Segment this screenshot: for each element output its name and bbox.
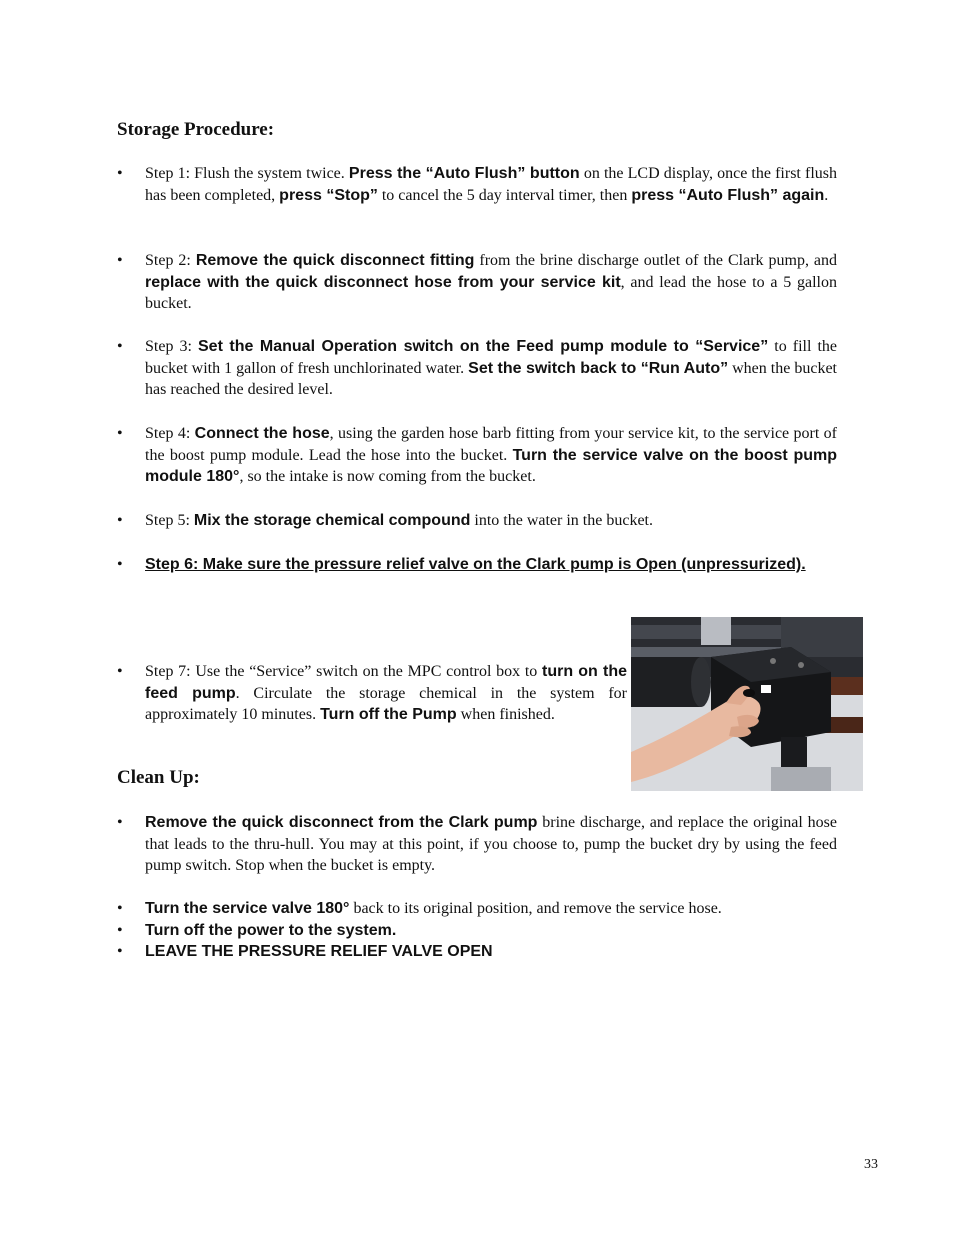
bullet: • (117, 252, 123, 269)
step-3: • Step 3: Set the Manual Operation switch on the Feed pump module to “Service” to fill the bucket with 1 gallon of fresh unchlorinated water. Set the switch back to “Run Auto” when the bucket has reached the desired level. (117, 338, 838, 399)
cleanup-item-4: • LEAVE THE PRESSURE RELIEF VALVE OPEN (117, 941, 837, 963)
bullet: • (117, 425, 123, 442)
heading-storage-procedure: Storage Procedure: (117, 119, 275, 140)
bullet: • (117, 900, 123, 917)
step-5: • Step 5: Mix the storage chemical compound into the water in the bucket. (117, 510, 837, 532)
bullet: • (117, 165, 123, 182)
bullet: • (117, 814, 123, 831)
step-2: • Step 2: Remove the quick disconnect fitting from the brine discharge outlet of the Clark pump, and replace with the quick disconnect hose from your service kit, and lead the hose to a 5 gallon bucket. (117, 252, 838, 313)
bullet: • (117, 922, 123, 939)
bullet: • (117, 556, 123, 573)
step-7: • Step 7: Use the “Service” switch on the MPC control box to turn on the feed pump. Circulate the storage chemical in the system for approximately 10 minutes. Turn off the Pump when finished. (117, 663, 627, 724)
step-6: • Step 6: Make sure the pressure relief valve on the Clark pump is Open (unpressurized). (117, 554, 837, 576)
pump-switch-photo (631, 617, 863, 791)
heading-clean-up: Clean Up: (117, 767, 200, 788)
bullet: • (117, 338, 123, 355)
bullet: • (117, 943, 123, 960)
cleanup-item-1: • Remove the quick disconnect from the Clark pump brine discharge, and replace the original hose that leads to the thru-hull. You may at this point, if you choose to, pump the bucket dry by using the feed pump switch. Stop when the bucket is empty. (117, 814, 838, 875)
cleanup-item-2: • Turn the service valve 180° back to its original position, and remove the service hose. (117, 898, 837, 920)
step-4: • Step 4: Connect the hose, using the garden hose barb fitting from your service kit, to the service port of the boost pump module. Lead the hose into the bucket. Turn the service valve on the boost pump module 180°, so the intake is now coming from the bucket. (117, 425, 838, 486)
cleanup-item-3: • Turn off the power to the system. (117, 920, 837, 942)
page-number: 33 (864, 1157, 878, 1172)
bullet: • (117, 512, 123, 529)
bullet: • (117, 663, 123, 680)
step-1: • Step 1: Flush the system twice. Press the “Auto Flush” button on the LCD display, once the first flush has been completed, press “Stop” to cancel the 5 day interval timer, then press “Auto Flush” again. (117, 165, 838, 204)
